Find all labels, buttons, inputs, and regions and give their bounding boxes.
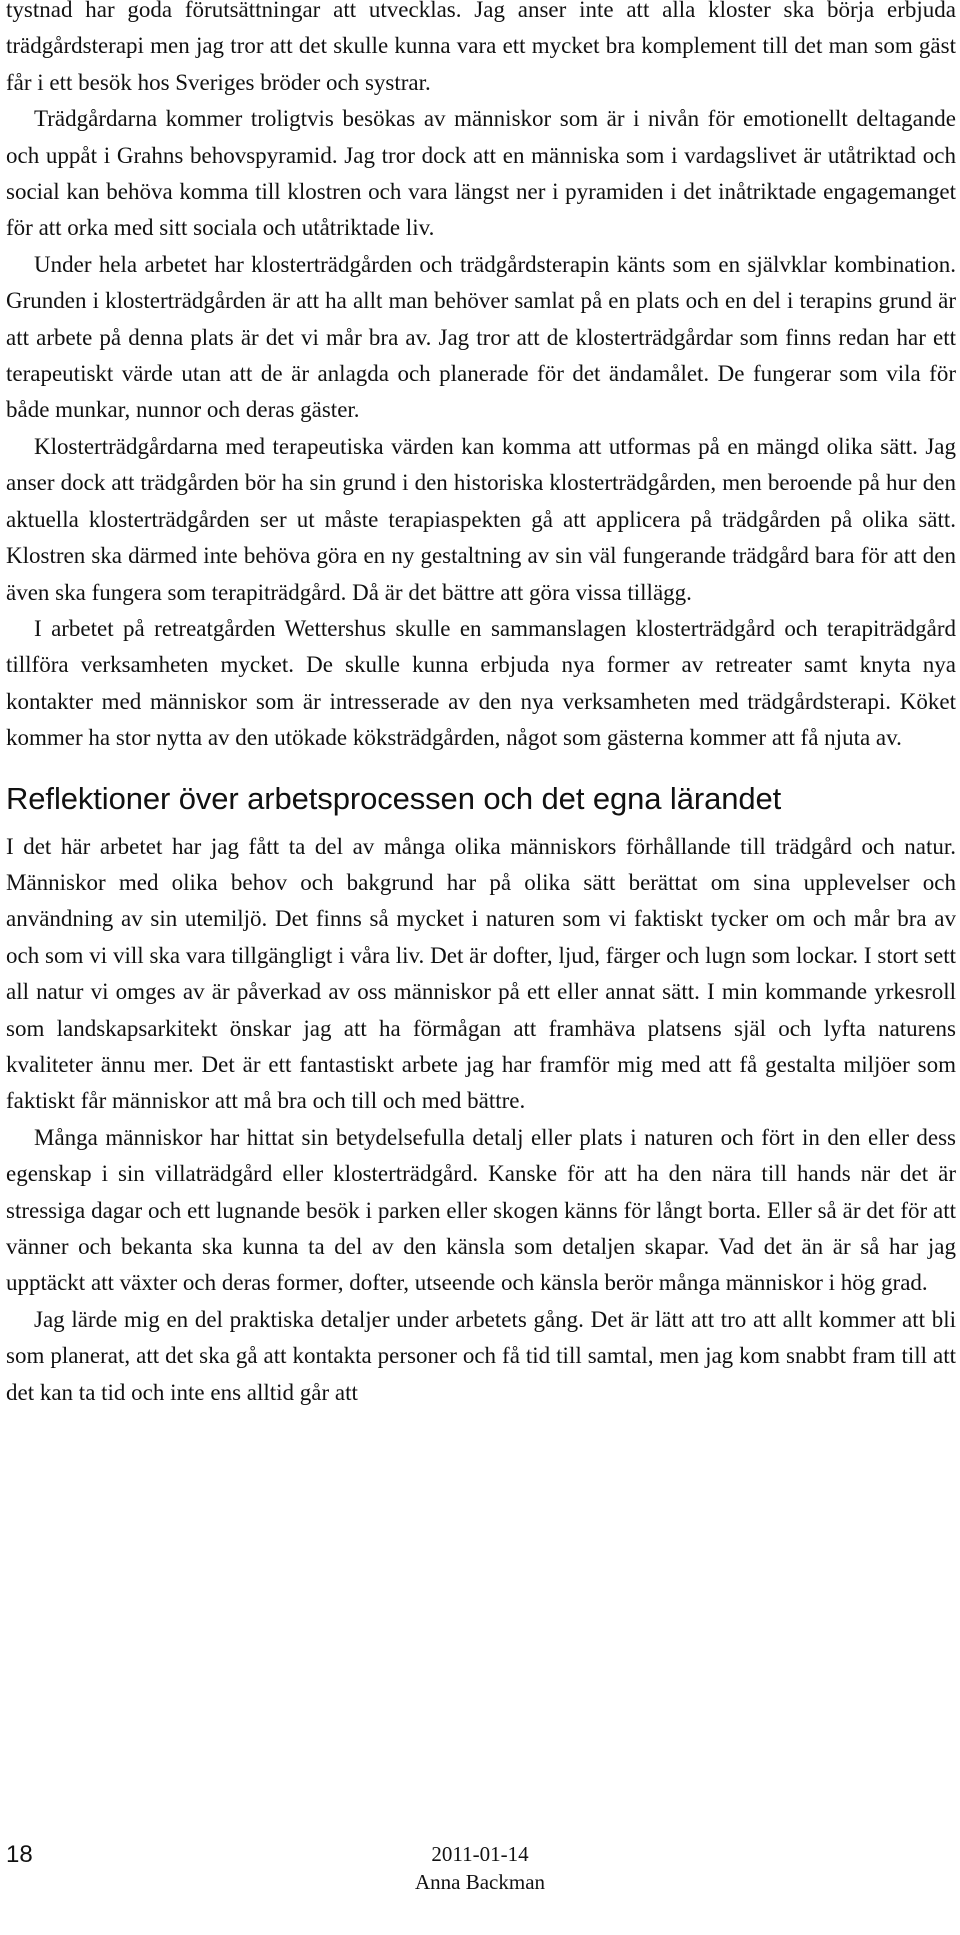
paragraph-continued: tystnad har goda förutsättningar att utvecklas. Jag anser inte att alla kloster ska börja erbjuda trädgårdsterapi men jag tror att det skulle kunna vara ett mycket bra komplement till det man som gäst får i ett besök hos Sveriges bröder och systrar. bbox=[6, 0, 956, 95]
paragraph: Trädgårdarna kommer troligtvis besökas av människor som är i nivån för emotionellt deltagande och uppåt i Grahns behovspyramid. Jag tror dock att en människa som i vardagslivet är utåtriktad och social kan behöva komma till klostren och vara längst ner i pyramiden i det inåtriktade engagemanget för att orka med sitt sociala och utåtriktade liv. bbox=[6, 106, 956, 241]
paragraph: Många människor har hittat sin betydelsefulla detalj eller plats i naturen och fört in den eller dess egenskap i sin villaträdgård eller klosterträdgård. Kanske för att ha den nära till hands när det är stressiga dagar och ett lugnande besök i parken eller skogen känns för långt borta. Eller så är det för att vänner och bekanta ska kunna ta del av den känsla som detaljen skapar. Vad det än är så har jag upptäckt att växter och deras former, dofter, utseende och känsla berör många människor i hög grad. bbox=[6, 1124, 956, 1296]
footer-date: 2011-01-14 bbox=[431, 1842, 529, 1866]
page-content bbox=[6, 0, 956, 1411]
paragraph: Klosterträdgårdarna med terapeutiska värden kan komma att utformas på en mängd olika sätt. Jag anser dock att trädgården bör ha sin grund i den historiska klosterträdgården, men beroende på hur den aktuella klosterträdgården ser ut måste terapiaspekten gå att applicera på trädgården på olika sätt. Klostren ska därmed inte behöva göra en ny gestaltning av sin väl fungerande trädgård bara för att den även ska fungera som terapiträdgård. Då är det bättre att göra vissa tillägg. bbox=[6, 433, 956, 605]
page-footer bbox=[0, 1834, 960, 1935]
paragraph: Jag lärde mig en del praktiska detaljer under arbetets gång. Det är lätt att tro att allt kommer att bli som planerat, att det ska gå att kontakta personer och få tid till samtal, men jag kom snabbt fram till att det kan ta tid och inte ens alltid går att bbox=[6, 1306, 956, 1405]
section-heading: Reflektioner över arbetsprocessen och det egna lärandet bbox=[6, 780, 782, 816]
footer-author: Anna Backman bbox=[414, 1870, 546, 1894]
paragraph: I arbetet på retreatgården Wettershus skulle en sammanslagen klosterträdgård och terapiträdgård tillföra verksamheten mycket. De skulle kunna erbjuda nya former av retreater samt knyta nya kontakter med människor som är intresserade av den nya verksamheten med trädgårdsterapi. Köket kommer ha stor nytta av den utökade köksträdgården, något som gästerna kommer att få njuta av. bbox=[6, 615, 956, 751]
footer-info bbox=[310, 1840, 650, 1896]
page-number: 18 bbox=[6, 1841, 33, 1868]
paragraph: Under hela arbetet har klosterträdgården och trädgårdsterapin känts som en självklar kombination. Grunden i klosterträdgården är att ha allt man behöver samlat på en plats och en del i terapins grund är att arbete på denna plats är det vi mår bra av. Jag tror att de klosterträdgårdar som finns redan har ett terapeutiskt värde utan att de är anlagda och planerade för det ändamålet. De fungerar som vila för både munkar, nunnor och deras gäster. bbox=[6, 251, 956, 423]
paragraph: I det här arbetet har jag fått ta del av många olika människors förhållande till trädgård och natur. Människor med olika behov och bakgrund har på olika sätt berättat om sina upplevelser och användning av sin utemiljö. Det finns så mycket i naturen som vi faktiskt tycker om och mår bra av och som vi vill ska vara tillgängligt i våra liv. Det är dofter, ljud, färger och lugn som lockar. I stort sett all natur vi omges av är påverkad av oss människor på ett eller annat sätt. I min kommande yrkesroll som landskapsarkitekt önskar jag att ha förmågan att framhäva platsens själ och lyfta naturens kvaliteter ännu mer. Det är ett fantastiskt arbete jag har framför mig med att få gestalta miljöer som faktiskt får människor att må bra och till och med bättre. bbox=[6, 833, 956, 1114]
